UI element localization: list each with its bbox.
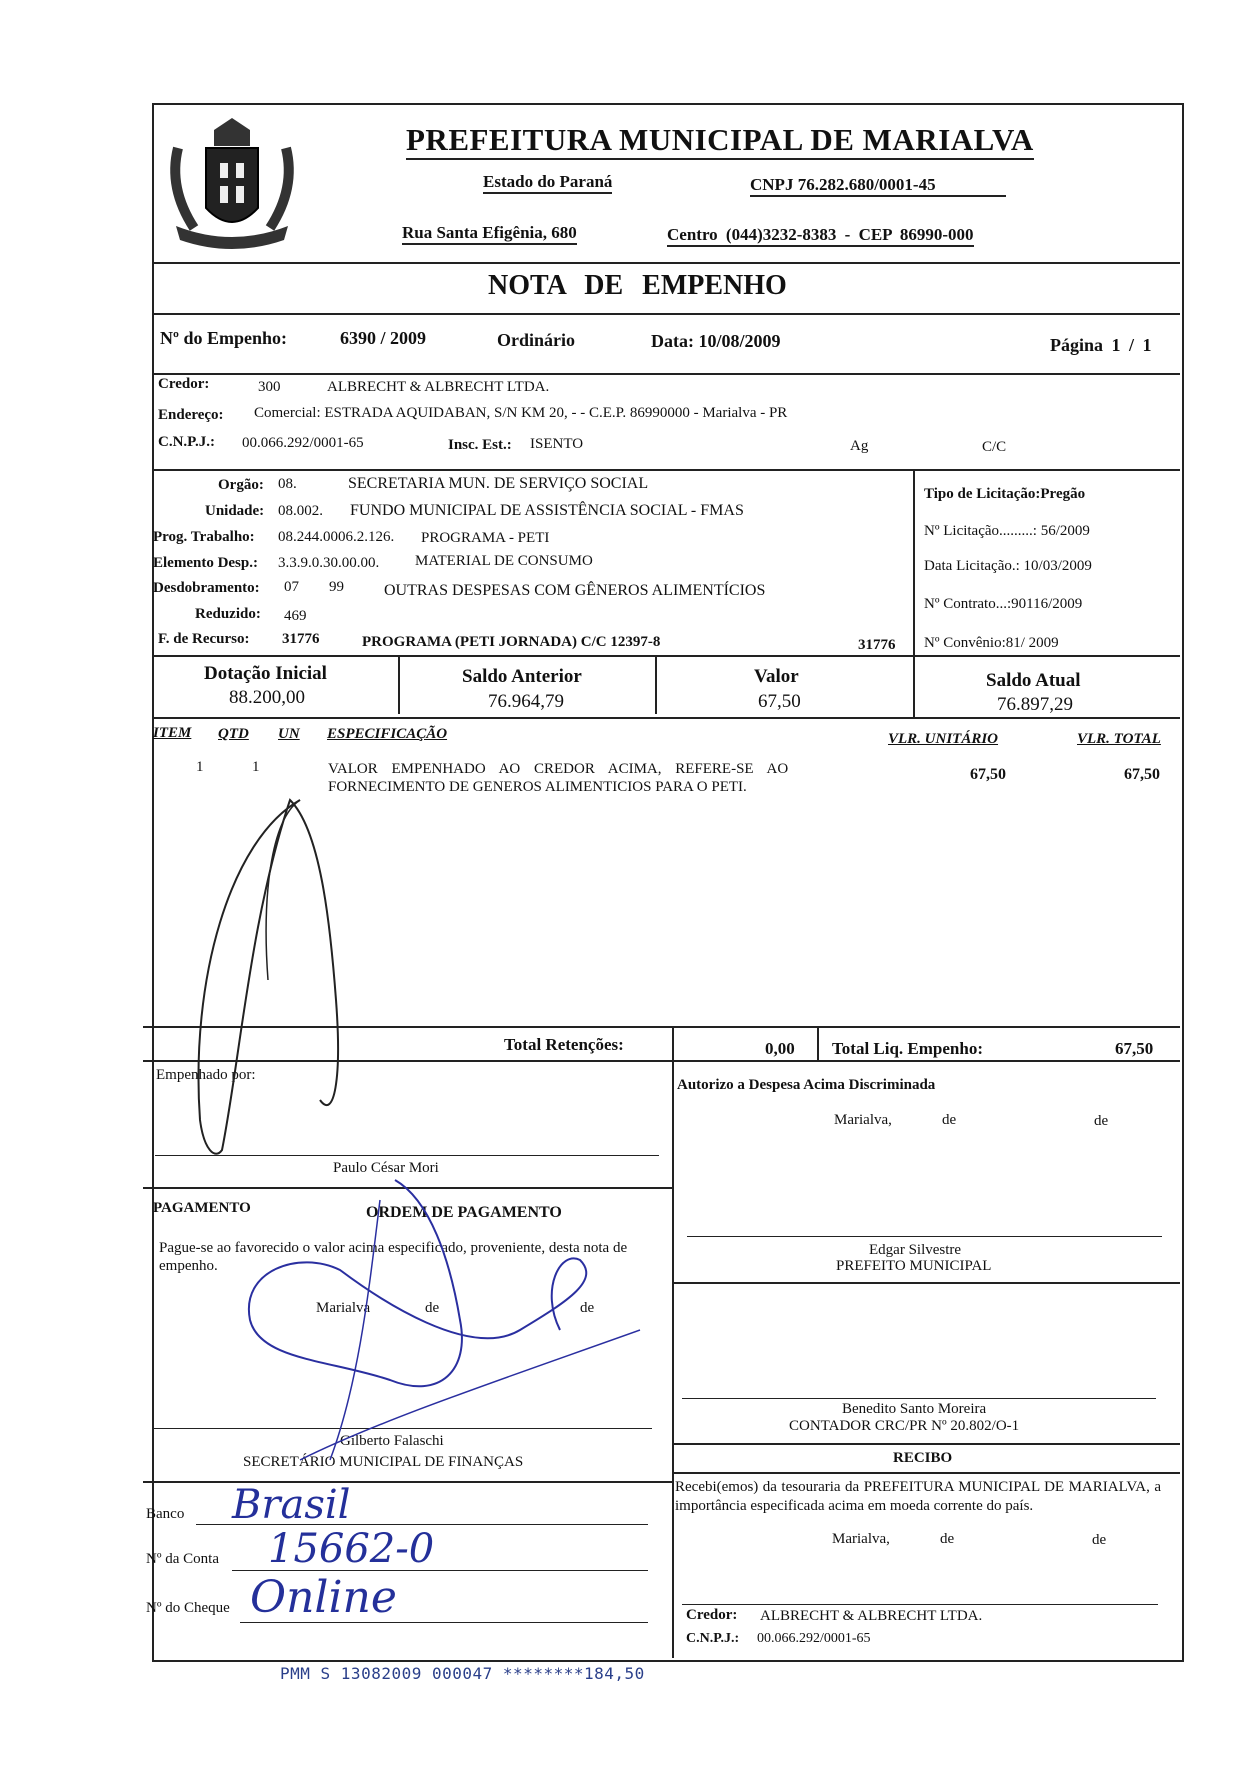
cheque-label: Nº do Cheque [146, 1600, 230, 1616]
contador-name: Benedito Santo Moreira [842, 1401, 987, 1417]
empenho-type: Ordinário [497, 330, 576, 350]
recibo-title: RECIBO [893, 1450, 953, 1466]
pagamento-de1: de [425, 1300, 440, 1316]
saldo-atual-value: 76.897,29 [997, 694, 1073, 715]
secretario-cargo: SECRETÁRIO MUNICIPAL DE FINANÇAS [243, 1454, 524, 1470]
recibo-cnpj-label: C.N.P.J.: [686, 1631, 740, 1646]
unidade-code: 08.002. [278, 503, 323, 519]
convenio: Nº Convênio:81/ 2009 [924, 635, 1059, 651]
secretario-name: Gilberto Falaschi [340, 1433, 444, 1449]
header-state: Estado do Paraná [483, 172, 612, 194]
recibo-credor: ALBRECHT & ALBRECHT LTDA. [760, 1608, 983, 1624]
elem: MATERIAL DE CONSUMO [415, 553, 593, 569]
banco-handwritten: Brasil [232, 1482, 351, 1528]
page-number: Página 1 / 1 [1050, 335, 1152, 355]
prog-code: 08.244.0006.2.126. [278, 529, 395, 545]
numero-licitacao: Nº Licitação.........: 56/2009 [924, 523, 1090, 539]
recibo-credor-label: Credor: [686, 1607, 738, 1623]
desd: OUTRAS DESPESAS COM GÊNEROS ALIMENTÍCIOS [384, 582, 766, 599]
item-number: 1 [196, 759, 204, 775]
orgao: SECRETARIA MUN. DE SERVIÇO SOCIAL [348, 475, 649, 492]
col-un: UN [278, 726, 300, 742]
autorizo-title: Autorizo a Despesa Acima Discriminada [677, 1077, 936, 1093]
data-licitacao: Data Licitação.: 10/03/2009 [924, 558, 1092, 574]
cc-label: C/C [982, 439, 1007, 455]
unidade-label: Unidade: [205, 503, 265, 519]
autorizo-local: Marialva, [834, 1112, 892, 1128]
doc-title: NOTA DE EMPENHO [488, 270, 787, 301]
retencoes-label: Total Retenções: [504, 1035, 624, 1054]
credor-name: ALBRECHT & ALBRECHT LTDA. [327, 379, 550, 395]
endereco-label: Endereço: [158, 407, 224, 423]
empenho-number: 6390 / 2009 [340, 328, 427, 348]
conta-label: Nº da Conta [146, 1551, 219, 1567]
prefeito-cargo: PREFEITO MUNICIPAL [836, 1258, 992, 1274]
recurso-label: F. de Recurso: [158, 631, 250, 647]
item-total-value: 67,50 [1124, 766, 1160, 783]
insc-label: Insc. Est.: [448, 437, 512, 453]
cnpj-label: C.N.P.J.: [158, 434, 215, 450]
prefeito-name: Edgar Silvestre [869, 1242, 962, 1258]
item-spec-line1: VALOR EMPENHADO AO CREDOR ACIMA, REFERE-SE AO [328, 761, 789, 777]
dotacao-value: 88.200,00 [229, 687, 305, 708]
recibo-texto: Recebi(emos) da tesouraria da PREFEITURA MUNICIPAL DE MARIALVA, a importância especificada acima em moeda corrente do país. [675, 1479, 1161, 1514]
header-cnpj: CNPJ 76.282.680/0001-45 [750, 175, 1006, 197]
tipo-licitacao: Tipo de Licitação:Pregão [924, 486, 1086, 502]
recibo-de1: de [940, 1531, 955, 1547]
elem-code: 3.3.9.0.30.00.00. [278, 555, 380, 571]
item-unit-value: 67,50 [970, 766, 1006, 783]
unidade: FUNDO MUNICIPAL DE ASSISTÊNCIA SOCIAL - FMAS [350, 502, 744, 519]
recurso: PROGRAMA (PETI JORNADA) C/C 12397-8 [362, 634, 661, 650]
reduzido-label: Reduzido: [195, 606, 261, 622]
recurso-code-2: 31776 [858, 637, 896, 653]
item-spec-line2: FORNECIMENTO DE GENEROS ALIMENTICIOS PARA O PETI. [328, 779, 747, 795]
autorizo-de1: de [942, 1112, 957, 1128]
pagamento-texto: Pague-se ao favorecido o valor acima especificado, proveniente, desta nota de empenho. [159, 1240, 628, 1274]
ordem-pagamento: ORDEM DE PAGAMENTO [366, 1204, 562, 1221]
recibo-de2: de [1092, 1532, 1107, 1548]
endereco: Comercial: ESTRADA AQUIDABAN, S/N KM 20, - - C.E.P. 86990000 - Marialva - PR [254, 405, 788, 421]
insc-value: ISENTO [530, 436, 584, 452]
credor-cnpj: 00.066.292/0001-65 [242, 435, 364, 451]
credor-code: 300 [258, 379, 281, 395]
col-vlr-unitario: VLR. UNITÁRIO [888, 731, 999, 747]
elem-label: Elemento Desp.: [153, 555, 258, 571]
empenho-date: Data: 10/08/2009 [651, 331, 781, 351]
liquido-label: Total Liq. Empenho: [832, 1039, 983, 1058]
prog-label: Prog. Trabalho: [153, 529, 255, 545]
pagamento-title: PAGAMENTO [153, 1200, 251, 1216]
header-title: PREFEITURA MUNICIPAL DE MARIALVA [406, 122, 1034, 160]
col-qtd: QTD [218, 726, 249, 742]
contrato: Nº Contrato...:90116/2009 [924, 596, 1083, 612]
desd-label: Desdobramento: [153, 580, 260, 596]
ag-label: Ag [850, 438, 869, 454]
liquido-value: 67,50 [1115, 1039, 1154, 1058]
header-street: Rua Santa Efigênia, 680 [402, 223, 577, 245]
header-district: Centro (044)3232-8383 - CEP 86990-000 [667, 225, 974, 247]
pagamento-de2: de [580, 1300, 595, 1316]
orgao-label: Orgão: [218, 477, 264, 493]
conta-handwritten: 15662-0 [268, 1526, 435, 1572]
col-especificacao: ESPECIFICAÇÃO [327, 726, 448, 742]
saldo-anterior-label: Saldo Anterior [462, 666, 582, 687]
saldo-atual-label: Saldo Atual [986, 670, 1081, 691]
item-qtd: 1 [252, 759, 260, 775]
saldo-anterior-value: 76.964,79 [488, 691, 564, 712]
contador-cargo: CONTADOR CRC/PR Nº 20.802/O-1 [789, 1418, 1020, 1434]
recibo-local: Marialva, [832, 1531, 890, 1547]
dotacao-label: Dotação Inicial [204, 663, 327, 684]
empenho-number-label: Nº do Empenho: [160, 328, 287, 348]
credor-label: Credor: [158, 376, 210, 392]
recibo-cnpj: 00.066.292/0001-65 [757, 1631, 871, 1646]
desd-b: 99 [329, 579, 344, 595]
empenhado-label: Empenhado por: [156, 1067, 256, 1083]
empenhado-name: Paulo César Mori [333, 1160, 439, 1176]
desd-a: 07 [284, 579, 299, 595]
pagamento-local: Marialva [316, 1300, 371, 1316]
recurso-code: 31776 [282, 631, 320, 647]
retencoes-value: 0,00 [765, 1039, 795, 1058]
cheque-handwritten: Online [250, 1572, 397, 1623]
reduzido: 469 [284, 608, 307, 624]
col-item: ITEM [153, 725, 192, 741]
payment-stamp: PMM S 13082009 000047 ********184,50 [280, 1664, 645, 1683]
orgao-code: 08. [278, 476, 297, 492]
prog: PROGRAMA - PETI [421, 530, 550, 546]
banco-label: Banco [146, 1506, 185, 1522]
valor-value: 67,50 [758, 691, 801, 712]
col-vlr-total: VLR. TOTAL [1077, 731, 1161, 747]
autorizo-de2: de [1094, 1113, 1109, 1129]
valor-label: Valor [754, 666, 799, 687]
